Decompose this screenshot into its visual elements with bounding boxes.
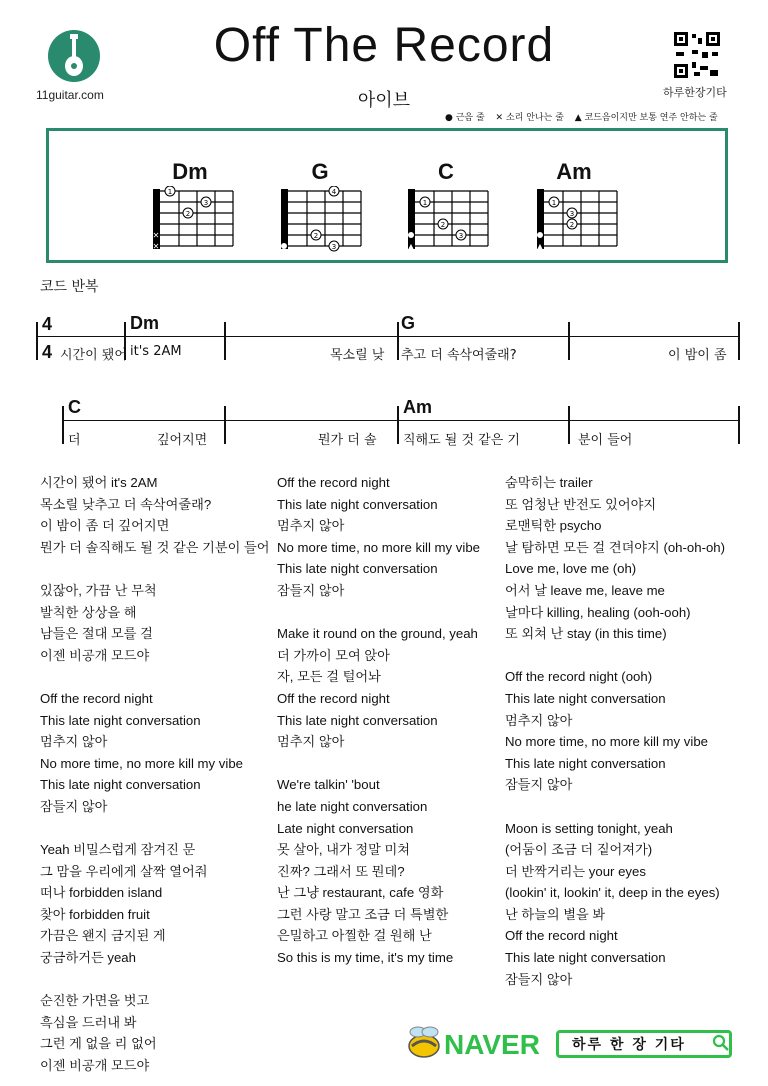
lyric-line: This late night conversation [505,755,666,771]
row2-text-2: 깊어지면 [157,433,208,448]
lyric-line: Make it round on the ground, yeah [277,626,478,642]
svg-text:▲: ▲ [407,242,415,251]
lyric-line: 더 가까이 모여 앉아 [277,647,390,663]
svg-text:2: 2 [569,221,575,229]
lyric-line: Love me, love me (oh) [505,561,637,577]
svg-text:1: 1 [551,199,557,207]
lyric-line: 이젠 비공개 모드야 [40,1058,150,1074]
lyric-line: No more time, no more kill my vibe [277,539,480,555]
site-name[interactable]: 11guitar.com [36,88,104,102]
svg-text:2: 2 [313,232,319,240]
svg-text:2: 2 [185,210,191,218]
svg-text:✕: ✕ [152,231,160,240]
lyric-line: Off the record night [277,475,390,490]
lyric-line: 멈추지 않아 [277,734,345,750]
lyric-line: Off the record night [277,690,390,706]
lyric-line: 난 하늘의 별을 봐 [505,906,606,922]
lyric-line: 있잖아, 가끔 난 무척 [40,582,157,598]
lyric-line: This late night conversation [40,712,201,728]
lyric-line [40,558,272,580]
bar-line [36,322,38,360]
lyric-line: 발칙한 상상을 해 [40,604,137,620]
chord-name-am: Am [556,159,592,184]
row1-chord-dm: Dm [130,313,160,333]
chord-diagrams-box [46,128,728,263]
staff-line-row1 [38,336,740,337]
legend-root-string: ● 근음 줄 [445,113,485,123]
chord-diagram-c [404,186,494,252]
lyric-line [277,602,503,624]
chord-name-dm: Dm [172,159,208,184]
lyric-line: 멈추지 않아 [277,518,345,534]
naver-logo[interactable]: NAVER [444,1029,540,1060]
lyric-line: 찾아 forbidden fruit [40,906,150,922]
lyric-line: 또 외쳐 난 stay (in this time) [505,626,667,642]
lyric-line: 난 그냥 restaurant, cafe 영화 [277,885,444,901]
lyrics-column-2 [277,472,503,969]
bar-line [397,406,399,444]
lyric-line: This late night conversation [505,690,666,706]
lyric-line: 순진한 가면을 벗고 [40,993,150,1009]
row2-chord-c: C [68,397,81,417]
svg-text:1: 1 [422,199,428,207]
row1-text-4: 추고 더 속삭여줄래? [401,348,517,363]
lyric-line: 더 반짝거리는 your eyes [505,863,646,879]
lyric-line: (어둠이 조금 더 짙어져가) [505,842,653,858]
chord-name-c: C [438,159,454,184]
lyric-line: Off the record night (ooh) [505,669,653,685]
row1-text-3: 목소릴 낮 [330,348,385,363]
row2-text-4: 직해도 될 것 같은 기 [403,433,520,448]
lyric-line [277,753,503,775]
lyric-line: 잠들지 않아 [277,582,345,598]
lyric-line: This late night conversation [277,712,438,728]
svg-text:▲: ▲ [536,242,544,251]
lyric-line: This late night conversation [505,950,666,966]
lyric-line: Off the record night [505,928,618,944]
lyric-line: No more time, no more kill my vibe [40,755,243,771]
lyric-line: 멈추지 않아 [505,712,573,728]
lyric-line [505,645,761,667]
lyric-line: We're talkin' 'bout [277,777,380,793]
lyric-line: 시간이 됐어 it's 2AM [40,475,158,490]
chord-diagram-dm [149,186,239,252]
bar-line [568,406,570,444]
lyric-line [505,796,761,818]
svg-text:3: 3 [203,199,209,207]
bar-line [738,406,740,444]
lyric-line: This late night conversation [277,561,438,577]
row2-chord-am: Am [403,397,433,417]
lyric-line: This late night conversation [40,777,201,793]
svg-text:3: 3 [569,210,575,218]
lyric-line: 진짜? 그래서 또 뭔데? [277,863,405,879]
lyric-line: he late night conversation [277,798,428,814]
lyric-line: 자, 모든 걸 털어놔 [277,669,381,685]
lyric-line: 뭔가 더 솔직해도 될 것 같은 기분이 들어 [40,539,270,555]
svg-text:3: 3 [458,232,464,240]
bee-icon [404,1024,444,1062]
row1-text-1: 시간이 됐어 [60,348,127,363]
section-label: 코드 반복 [40,279,99,295]
lyric-line: So this is my time, it's my time [277,950,454,966]
lyric-line: Moon is setting tonight, yeah [505,820,673,836]
bar-line [397,322,399,360]
lyric-line [40,666,272,688]
lyric-line: 은밀하고 아찔한 걸 원해 난 [277,928,432,944]
staff-line-row2 [62,420,740,421]
lyric-line: 잠들지 않아 [505,777,573,793]
row2-text-5: 분이 들어 [578,433,633,448]
lyric-line [40,969,272,991]
lyrics-column-1 [40,472,272,1077]
lyric-line: 숨막히는 trailer [505,475,593,490]
lyric-line: 어서 날 leave me, leave me [505,582,665,598]
lyric-line: 궁금하거든 yeah [40,950,136,966]
artist-name: 아이브 [357,90,411,111]
lyric-line: 날 탐하면 모든 걸 견뎌야지 (oh-oh-oh) [505,539,726,555]
lyric-line: 로맨틱한 psycho [505,518,602,534]
bar-line [738,322,740,360]
svg-text:4: 4 [331,188,337,196]
lyric-line: 잠들지 않아 [40,798,108,814]
lyric-line: 가끔은 왠지 금지된 게 [40,928,166,944]
qr-code[interactable] [674,32,720,78]
svg-text:✕: ✕ [152,242,160,251]
lyric-line: 잠들지 않아 [505,971,573,987]
chord-diagram-g [277,186,367,252]
chord-name-g: G [311,159,329,184]
row1-chord-g: G [401,313,416,333]
lyric-line: 이 밤이 좀 더 깊어지면 [40,518,170,534]
lyric-line: 날마다 killing, healing (ooh-ooh) [505,604,691,620]
lyric-line: 못 살아, 내가 정말 미쳐 [277,842,410,858]
bar-line [568,322,570,360]
row1-text-5: 이 밤이 좀 [668,348,727,363]
bar-line [224,322,226,360]
time-signature-top: 4 [42,314,53,334]
time-signature-bottom: 4 [42,342,53,362]
lyric-line: 남들은 절대 모를 걸 [40,626,153,642]
svg-text:1: 1 [167,188,173,196]
lyric-line: No more time, no more kill my vibe [505,734,708,750]
row2-text-1: 더 [68,433,81,448]
lyric-line: Late night conversation [277,820,414,836]
song-title: Off The Record [213,19,555,72]
search-icon[interactable] [712,1034,730,1052]
svg-text:2: 2 [440,221,446,229]
lyric-line: 흑심을 드러내 봐 [40,1014,137,1030]
row2-text-3: 뭔가 더 솔 [318,433,377,448]
legend [445,110,726,123]
lyric-line: Yeah 비밀스럽게 잠겨진 문 [40,842,196,858]
row1-text-2: it's 2AM [130,344,182,359]
lyric-line: (lookin' it, lookin' it, deep in the eyes) [505,885,720,901]
lyric-line: Off the record night [40,690,153,706]
svg-text:3: 3 [331,243,337,251]
naver-search-text: 하루 한 장 기타 [572,1037,686,1053]
lyric-line: This late night conversation [277,496,438,512]
lyric-line: 떠나 forbidden island [40,885,163,901]
lyric-line: 멈추지 않아 [40,734,108,750]
lyric-line: 이젠 비공개 모드야 [40,647,150,663]
lyric-line [40,818,272,840]
legend-muted-string: ✕ 소리 안나는 줄 [495,113,564,123]
lyric-line: 그 맘을 우리에게 살짝 열어줘 [40,863,208,879]
lyric-line: 목소릴 낮추고 더 속삭여줄래? [40,496,212,512]
lyrics-column-3 [505,472,761,990]
qr-label: 하루한장기타 [663,86,727,99]
bar-line [224,406,226,444]
legend-optional-string: ▲ 코드음이지만 보통 연주 안하는 줄 [574,113,718,123]
chord-diagram-am [533,186,623,252]
lyric-line: 그런 사랑 말고 조금 더 특별한 [277,906,449,922]
lyric-line: 또 엄청난 반전도 있어야지 [505,496,657,512]
lyric-line: 그런 게 없을 리 없어 [40,1036,157,1052]
bar-line [62,406,64,444]
